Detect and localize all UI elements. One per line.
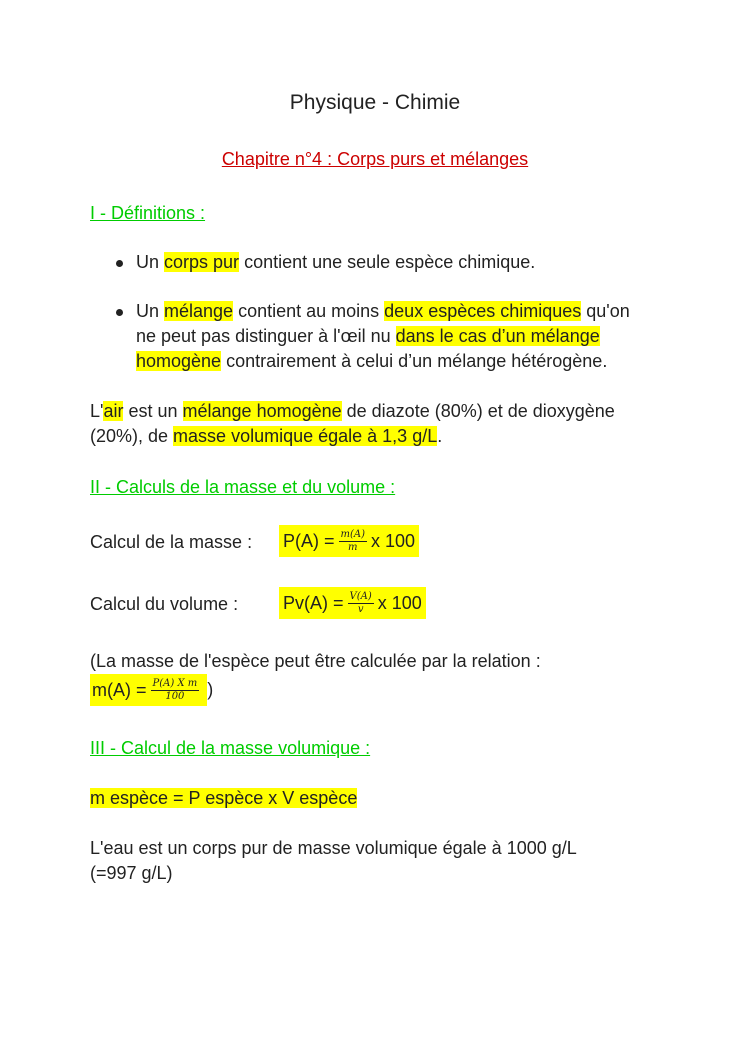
section-heading-definitions: I - Définitions : bbox=[90, 203, 206, 223]
section-heading-masse-volumique: III - Calcul de la masse volumique : bbox=[90, 738, 371, 758]
text: Un bbox=[136, 301, 165, 321]
bullet-corps-pur bbox=[136, 250, 535, 275]
relation-intro: (La masse de l'espèce peut être calculée par la relation : bbox=[90, 651, 541, 671]
water-line1: L'eau est un corps pur de masse volumique égale à 1000 g/L bbox=[90, 838, 577, 858]
text: contrairement à celui d’un mélange hétérogène. bbox=[221, 351, 608, 371]
highlight: homogène bbox=[136, 351, 222, 371]
formula-rhs: x 100 bbox=[371, 530, 416, 551]
fraction-numerator: P(A) X m bbox=[152, 677, 198, 689]
fraction bbox=[348, 591, 374, 616]
bullet-melange-line3 bbox=[136, 349, 607, 374]
fraction-denominator: 100 bbox=[165, 690, 185, 702]
fraction-numerator: m(A) bbox=[340, 528, 366, 540]
closing-paren: ) bbox=[207, 679, 214, 700]
volume-formula bbox=[279, 587, 426, 619]
text: qu'on bbox=[581, 301, 630, 321]
water-line2: (=997 g/L) bbox=[90, 863, 173, 883]
highlight: masse volumique égale à 1,3 g/L bbox=[173, 426, 438, 446]
volume-label: Calcul du volume : bbox=[90, 594, 239, 614]
mass-label: Calcul de la masse : bbox=[90, 532, 253, 552]
relation-formula bbox=[90, 674, 213, 706]
bullet-melange-line2 bbox=[136, 324, 600, 349]
section-heading-calculs: II - Calculs de la masse et du volume : bbox=[90, 477, 396, 497]
fraction-numerator: V(A) bbox=[349, 590, 372, 602]
text: Un bbox=[136, 252, 165, 272]
text: de diazote (80%) et de dioxygène bbox=[341, 401, 615, 421]
masse-volumique-formula bbox=[90, 786, 357, 811]
highlight: deux espèces chimiques bbox=[384, 301, 582, 321]
fraction bbox=[339, 529, 368, 554]
air-paragraph-line1 bbox=[90, 399, 615, 424]
formula-lhs: Pv(A) = bbox=[283, 592, 344, 613]
bullet-melange-line1 bbox=[136, 299, 630, 324]
text: contient une seule espèce chimique. bbox=[239, 252, 536, 272]
bullet-marker bbox=[116, 309, 123, 316]
formula-rhs: x 100 bbox=[377, 592, 422, 613]
text: ne peut pas distinguer à l'œil nu bbox=[136, 326, 396, 346]
highlight: m espèce = P espèce x V espèce bbox=[90, 788, 358, 808]
chapter-title: Chapitre n°4 : Corps purs et mélanges bbox=[221, 149, 529, 169]
text: . bbox=[437, 426, 443, 446]
bullet-marker bbox=[116, 260, 123, 267]
page-title: Physique - Chimie bbox=[289, 91, 461, 114]
formula-lhs: P(A) = bbox=[283, 530, 335, 551]
fraction bbox=[151, 678, 200, 703]
text: est un bbox=[123, 401, 183, 421]
text: (20%), de bbox=[90, 426, 174, 446]
mass-formula bbox=[279, 525, 419, 557]
fraction-denominator: v bbox=[357, 603, 364, 615]
formula-lhs: m(A) = bbox=[92, 679, 147, 700]
fraction-denominator: m bbox=[348, 541, 358, 553]
highlight: mélange bbox=[164, 301, 234, 321]
air-paragraph-line2 bbox=[90, 424, 442, 449]
highlight: corps pur bbox=[164, 252, 240, 272]
highlight: air bbox=[103, 401, 124, 421]
highlight: mélange homogène bbox=[182, 401, 342, 421]
text: L' bbox=[90, 401, 104, 421]
highlight: dans le cas d’un mélange bbox=[395, 326, 600, 346]
text: contient au moins bbox=[233, 301, 385, 321]
